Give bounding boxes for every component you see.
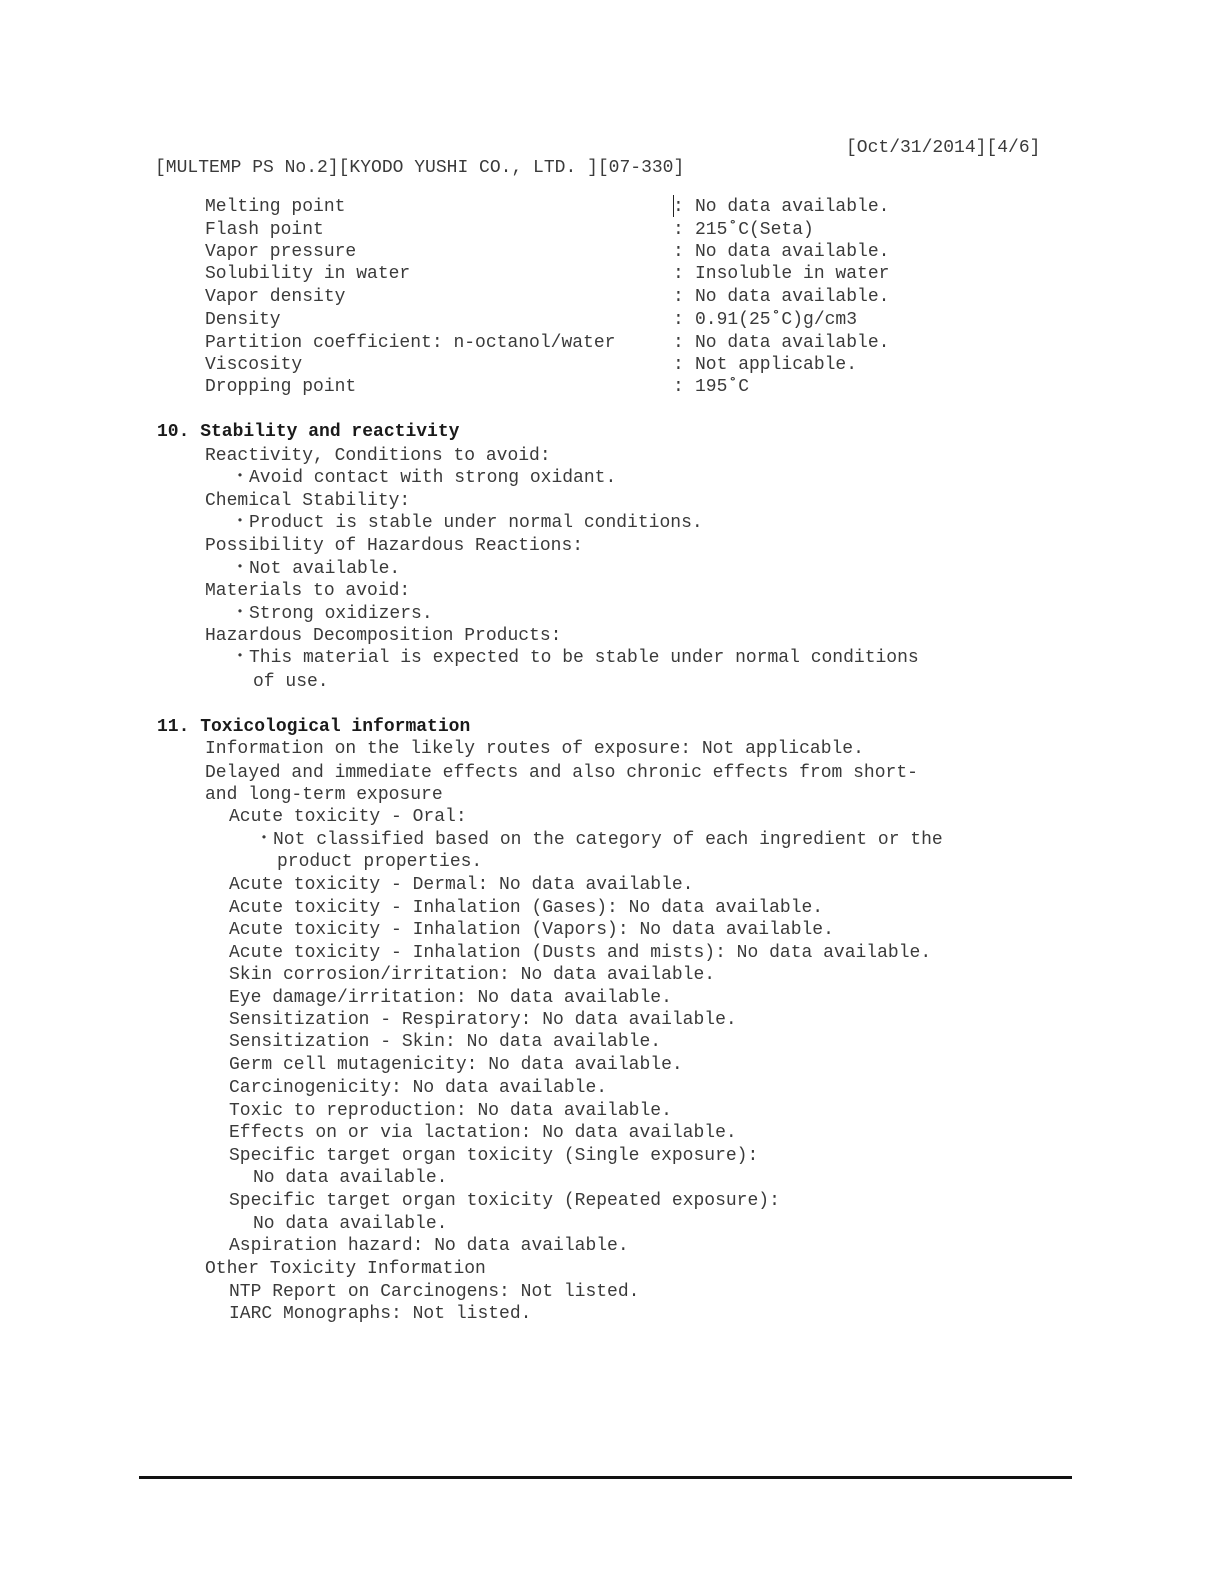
property-label: Density <box>205 310 281 330</box>
property-colon: : <box>673 377 684 397</box>
bullet-item: ・This material is expected to be stable under normal conditions <box>231 648 919 668</box>
property-value: No data available. <box>695 242 890 262</box>
date-page-label: [Oct/31/2014][4/6] <box>846 138 1041 158</box>
bullet-item: ・Not classified based on the category of each ingredient or the <box>255 830 943 850</box>
text-line: Acute toxicity - Inhalation (Gases): No data available. <box>229 898 824 918</box>
property-label: Vapor density <box>205 287 346 307</box>
section-heading: 11. Toxicological information <box>157 717 471 737</box>
property-label: Dropping point <box>205 377 357 397</box>
bullet-continuation: product properties. <box>277 852 483 872</box>
text-line: Specific target organ toxicity (Single exposure): <box>229 1146 759 1166</box>
text-line: Germ cell mutagenicity: No data available. <box>229 1055 683 1075</box>
text-line: Specific target organ toxicity (Repeated exposure): <box>229 1191 780 1211</box>
text-line: No data available. <box>253 1214 448 1234</box>
text-line: Sensitization - Skin: No data available. <box>229 1032 662 1052</box>
text-line: and long-term exposure <box>205 785 443 805</box>
footer-rule <box>139 1476 1072 1479</box>
property-value: Not applicable. <box>695 355 858 375</box>
product-line: [MULTEMP PS No.2][KYODO YUSHI CO., LTD. ][07-330] <box>155 158 685 178</box>
text-line: Toxic to reproduction: No data available. <box>229 1101 672 1121</box>
property-label: Melting point <box>205 197 346 217</box>
text-line: Acute toxicity - Inhalation (Dusts and mists): No data available. <box>229 943 932 963</box>
text-line: Aspiration hazard: No data available. <box>229 1236 629 1256</box>
property-value: 215˚C(Seta) <box>695 220 814 240</box>
bullet-item: ・Avoid contact with strong oxidant. <box>231 468 617 488</box>
bullet-item: ・Strong oxidizers. <box>231 604 433 624</box>
subsection-label: Hazardous Decomposition Products: <box>205 626 562 646</box>
property-label: Solubility in water <box>205 264 411 284</box>
text-line: Other Toxicity Information <box>205 1259 486 1279</box>
text-line: Carcinogenicity: No data available. <box>229 1078 608 1098</box>
bullet-item: ・Not available. <box>231 559 401 579</box>
property-value: 195˚C <box>695 377 750 397</box>
text-line: IARC Monographs: Not listed. <box>229 1304 532 1324</box>
property-label: Flash point <box>205 220 324 240</box>
text-line: Skin corrosion/irritation: No data available. <box>229 965 716 985</box>
property-colon: : <box>673 310 684 330</box>
bullet-item: ・Product is stable under normal conditions. <box>231 513 703 533</box>
property-value: No data available. <box>695 197 890 217</box>
text-line: Eye damage/irritation: No data available. <box>229 988 672 1008</box>
text-line: Acute toxicity - Inhalation (Vapors): No data available. <box>229 920 834 940</box>
subsection-label: Chemical Stability: <box>205 491 411 511</box>
text-line: Acute toxicity - Oral: <box>229 807 467 827</box>
text-line: Acute toxicity - Dermal: No data available. <box>229 875 694 895</box>
subsection-label: Materials to avoid: <box>205 581 411 601</box>
property-label: Viscosity <box>205 355 303 375</box>
property-value: No data available. <box>695 333 890 353</box>
property-value: 0.91(25˚C)g/cm3 <box>695 310 858 330</box>
property-colon: : <box>673 355 684 375</box>
property-label: Partition coefficient: n-octanol/water <box>205 333 616 353</box>
property-colon: : <box>673 220 684 240</box>
text-line: No data available. <box>253 1168 448 1188</box>
text-line: Information on the likely routes of exposure: Not applicable. <box>205 739 864 759</box>
bullet-continuation: of use. <box>253 672 329 692</box>
section-heading: 10. Stability and reactivity <box>157 422 460 442</box>
property-label: Vapor pressure <box>205 242 357 262</box>
text-line: NTP Report on Carcinogens: Not listed. <box>229 1282 640 1302</box>
property-colon: : <box>673 197 684 217</box>
property-colon: : <box>673 264 684 284</box>
property-colon: : <box>673 287 684 307</box>
property-value: No data available. <box>695 287 890 307</box>
subsection-label: Reactivity, Conditions to avoid: <box>205 446 551 466</box>
property-value: Insoluble in water <box>695 264 890 284</box>
property-colon: : <box>673 333 684 353</box>
text-line: Sensitization - Respiratory: No data available. <box>229 1010 737 1030</box>
text-line: Effects on or via lactation: No data available. <box>229 1123 737 1143</box>
text-line: Delayed and immediate effects and also chronic effects from short- <box>205 763 918 783</box>
subsection-label: Possibility of Hazardous Reactions: <box>205 536 584 556</box>
property-colon: : <box>673 242 684 262</box>
